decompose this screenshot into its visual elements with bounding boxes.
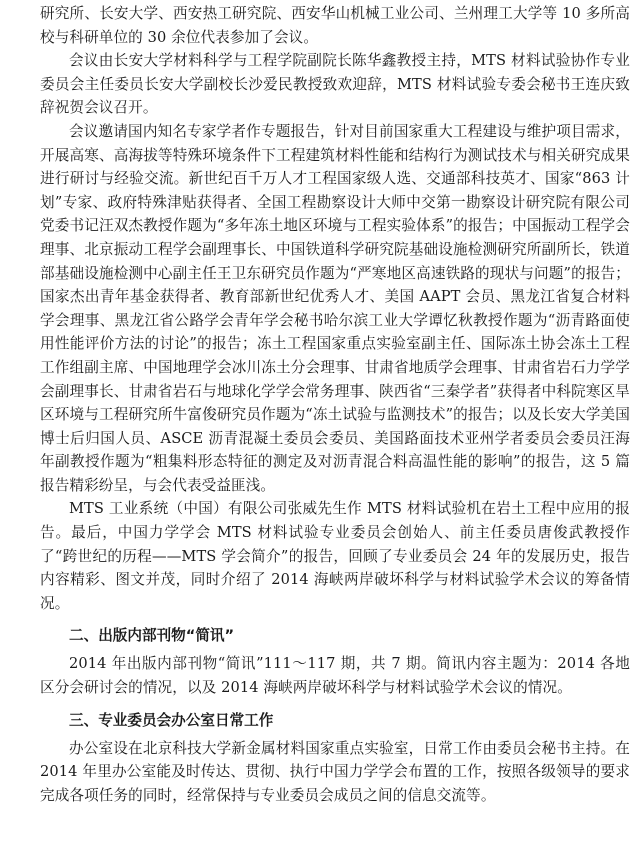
section-heading-office: 三、专业委员会办公室日常工作 <box>69 712 274 730</box>
paragraph-reports: 会议邀请国内知名专家学者作专题报告，针对目前国家重大工程建设与维护项目需求，开展高寒、高海拔等特殊环境条件下工程建筑材料性能和结构行为测试技术与相关研究成果进行研讨与经验交流。新世纪百千万人才工程国家级人选、交通部科技英才、国家“863 计划”专家、政府特殊津贴获得者、全国工程勘察设计大师中交第一勘察设计研究院有限公司党委书记汪双杰教授作题为“多年冻土地区环境与工程实验体系”的报告；中国振动工程学会理事、北京振动工程学会副理事长、中国铁道科学研究院基础设施检测研究所副所长，铁道部基础设施检测中心副主任王卫东研究员作题为“严寒地区高速铁路的现状与问题”的报告；国家杰出青年基金获得者、教育部新世纪优秀人才、美国 AAPT 会员、黑龙江省复合材料学会理事、黑龙江省公路学会青年学会秘书哈尔滨工业大学谭忆秋教授作题为“沥青路面使用性能评价方法的讨论”的报告；冻土工程国家重点实验室副主任、国际冻土协会冻土工程工作组副主席、中国地理学会冰川冻土分会理事、甘肃省地质学会理事、甘肃省岩石力学学会副理事长、甘肃省岩石与地球化学学会常务理事、陕西省“三秦学者”获得者中科院寒区旱区环境与工程研究所牛富俊研究员作题为“冻土试验与监测技术”的报告；以及长安大学美国博士后归国人员、ASCE 沥青混凝土委员会委员、美国路面技术亚州学者委员会委员汪海年副教授作题为“粗集料形态特征的测定及对沥青混合料高温性能的影响”的报告，这 5 篇报告精彩纷呈，与会代表受益匪浅。 <box>40 122 630 494</box>
document-page <box>40 0 630 808</box>
paragraph-attendees: 研究所、长安大学、西安热工研究院、西安华山机械工业公司、兰州理工大学等 10 多所高校与科研单位的 30 余位代表参加了会议。 <box>40 5 630 46</box>
section-heading-newsletter: 二、出版内部刊物“简讯” <box>69 627 235 645</box>
paragraph-mts-history: MTS 工业系统（中国）有限公司张威先生作 MTS 材料试验机在岩土工程中应用的报告。最后，中国力学学会 MTS 材料试验专业委员会创始人、前主任委员唐俊武教授作了“跨世纪的历程——MTS 学会简介”的报告，回顾了专业委员会 24 年的发展历史，报告内容精彩、图文并茂，同时介绍了 2014 海峡两岸破坏科学与材料试验学术会议的筹备情况。 <box>40 500 630 612</box>
paragraph-opening: 会议由长安大学材料科学与工程学院副院长陈华鑫教授主持，MTS 材料试验协作专业委员会主任委员长安大学副校长沙爱民教授致欢迎辞，MTS 材料试验专委会秘书王连庆致辞祝贺会议召开。 <box>40 52 630 117</box>
paragraph-office: 办公室设在北京科技大学新金属材料国家重点实验室，日常工作由委员会秘书主持。在 2014 年里办公室能及时传达、贯彻、执行中国力学学会布置的工作，按照各级领导的要求完成各项任务的同时，经常保持与专业委员会成员之间的信息交流等。 <box>40 739 630 804</box>
paragraph-newsletter: 2014 年出版内部刊物“简讯”111～117 期，共 7 期。简讯内容主题为：2014 各地区分会研讨会的情况，以及 2014 海峡两岸破坏科学与材料试验学术会议的情况。 <box>40 655 630 696</box>
